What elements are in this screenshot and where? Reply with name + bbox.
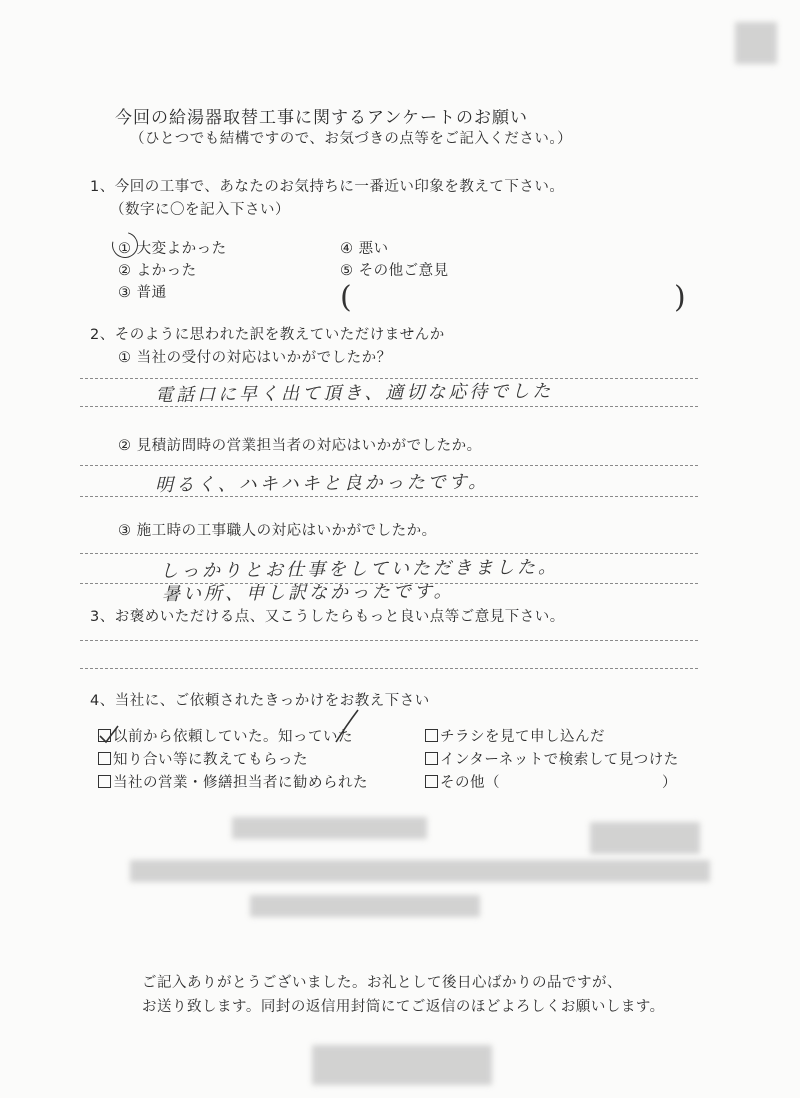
q2-answer3a[interactable]: しっかりとお仕事をしていただきました。 (159, 556, 560, 582)
survey-subtitle: （ひとつでも結構ですので、お気づきの点等をご記入ください。） (130, 131, 573, 147)
answer-line (80, 583, 698, 584)
answer-line (80, 465, 698, 466)
footer-line2: お送り致します。同封の返信用封筒にてご返信のほどよろしくお願いします。 (142, 999, 665, 1015)
q1-other-open-paren: ( (340, 280, 352, 315)
checkbox-icon[interactable] (425, 752, 438, 765)
q4-option-flyer[interactable] (425, 725, 605, 746)
q4-option-label: 当社の営業・修繕担当者に勧められた (113, 775, 368, 791)
redacted-address (130, 860, 710, 882)
q1-option-4[interactable]: ④ 悪い (340, 241, 389, 257)
checkbox-icon[interactable] (98, 775, 111, 788)
q1-option-1[interactable]: ① 大変よかった (118, 241, 227, 257)
checkbox-icon[interactable] (425, 775, 438, 788)
checkbox-icon[interactable] (98, 752, 111, 765)
q4-option-label: インターネットで検索して見つけた (440, 752, 679, 768)
footer-line1: ご記入ありがとうございました。お礼として後日心ばかりの品ですが、 (142, 975, 622, 991)
q1-note: （数字に〇を記入下さい） (110, 202, 290, 218)
q2-answer3b[interactable]: 暑い所、申し訳なかったです。 (161, 580, 455, 605)
q1-option-2[interactable]: ② よかった (118, 263, 197, 279)
q2-answer2[interactable]: 明るく、ハキハキと良かったです。 (154, 471, 490, 496)
q2-question: 2、そのように思われた訳を教えていただけませんか (90, 327, 445, 343)
check-mark-icon (96, 706, 366, 746)
q4-option-label: チラシを見て申し込んだ (440, 729, 605, 745)
q4-option-other[interactable] (425, 771, 500, 792)
survey-title: 今回の給湯器取替工事に関するアンケートのお願い (115, 108, 528, 128)
q4-option-label: その他（ (440, 775, 500, 791)
q1-option-3[interactable]: ③ 普通 (118, 285, 167, 301)
redacted-address-2 (250, 895, 480, 917)
q4-option-label: 以前から依頼していた。知っていた (113, 729, 353, 745)
q2-sub1: ① 当社の受付の対応はいかがでしたか？ (118, 350, 392, 366)
answer-line (80, 496, 698, 497)
q1-option-5[interactable]: ⑤ その他ご意見 (340, 263, 449, 279)
redacted-stamp (735, 22, 777, 64)
checkbox-icon[interactable] (425, 729, 438, 742)
q4-option-sales[interactable] (98, 771, 368, 792)
answer-line (80, 406, 698, 407)
q4-option-acquaintance[interactable] (98, 748, 308, 769)
redacted-name (590, 822, 700, 854)
q2-answer1[interactable]: 電話口に早く出て頂き、適切な応待でした (154, 380, 554, 406)
answer-line (80, 668, 698, 669)
q4-other-close-paren: ） (662, 775, 677, 791)
q2-sub3: ③ 施工時の工事職人の対応はいかがでしたか。 (118, 523, 437, 539)
q1-question: 1、今回の工事で、あなたのお気持ちに一番近い印象を教えて下さい。 (90, 179, 565, 195)
redacted-stamp-bottom (312, 1045, 492, 1085)
q3-question: 3、お褒めいただける点、又こうしたらもっと良い点等ご意見下さい。 (90, 609, 565, 625)
q1-other-close-paren: ) (674, 280, 686, 315)
answer-line (80, 640, 698, 641)
redacted-date (232, 817, 427, 839)
q4-question: 4、当社に、ご依頼されたきっかけをお教え下さい (90, 693, 430, 709)
q2-sub2: ② 見積訪問時の営業担当者の対応はいかがでしたか。 (118, 438, 482, 454)
q4-option-internet[interactable] (425, 748, 679, 769)
q4-option-label: 知り合い等に教えてもらった (113, 752, 308, 768)
